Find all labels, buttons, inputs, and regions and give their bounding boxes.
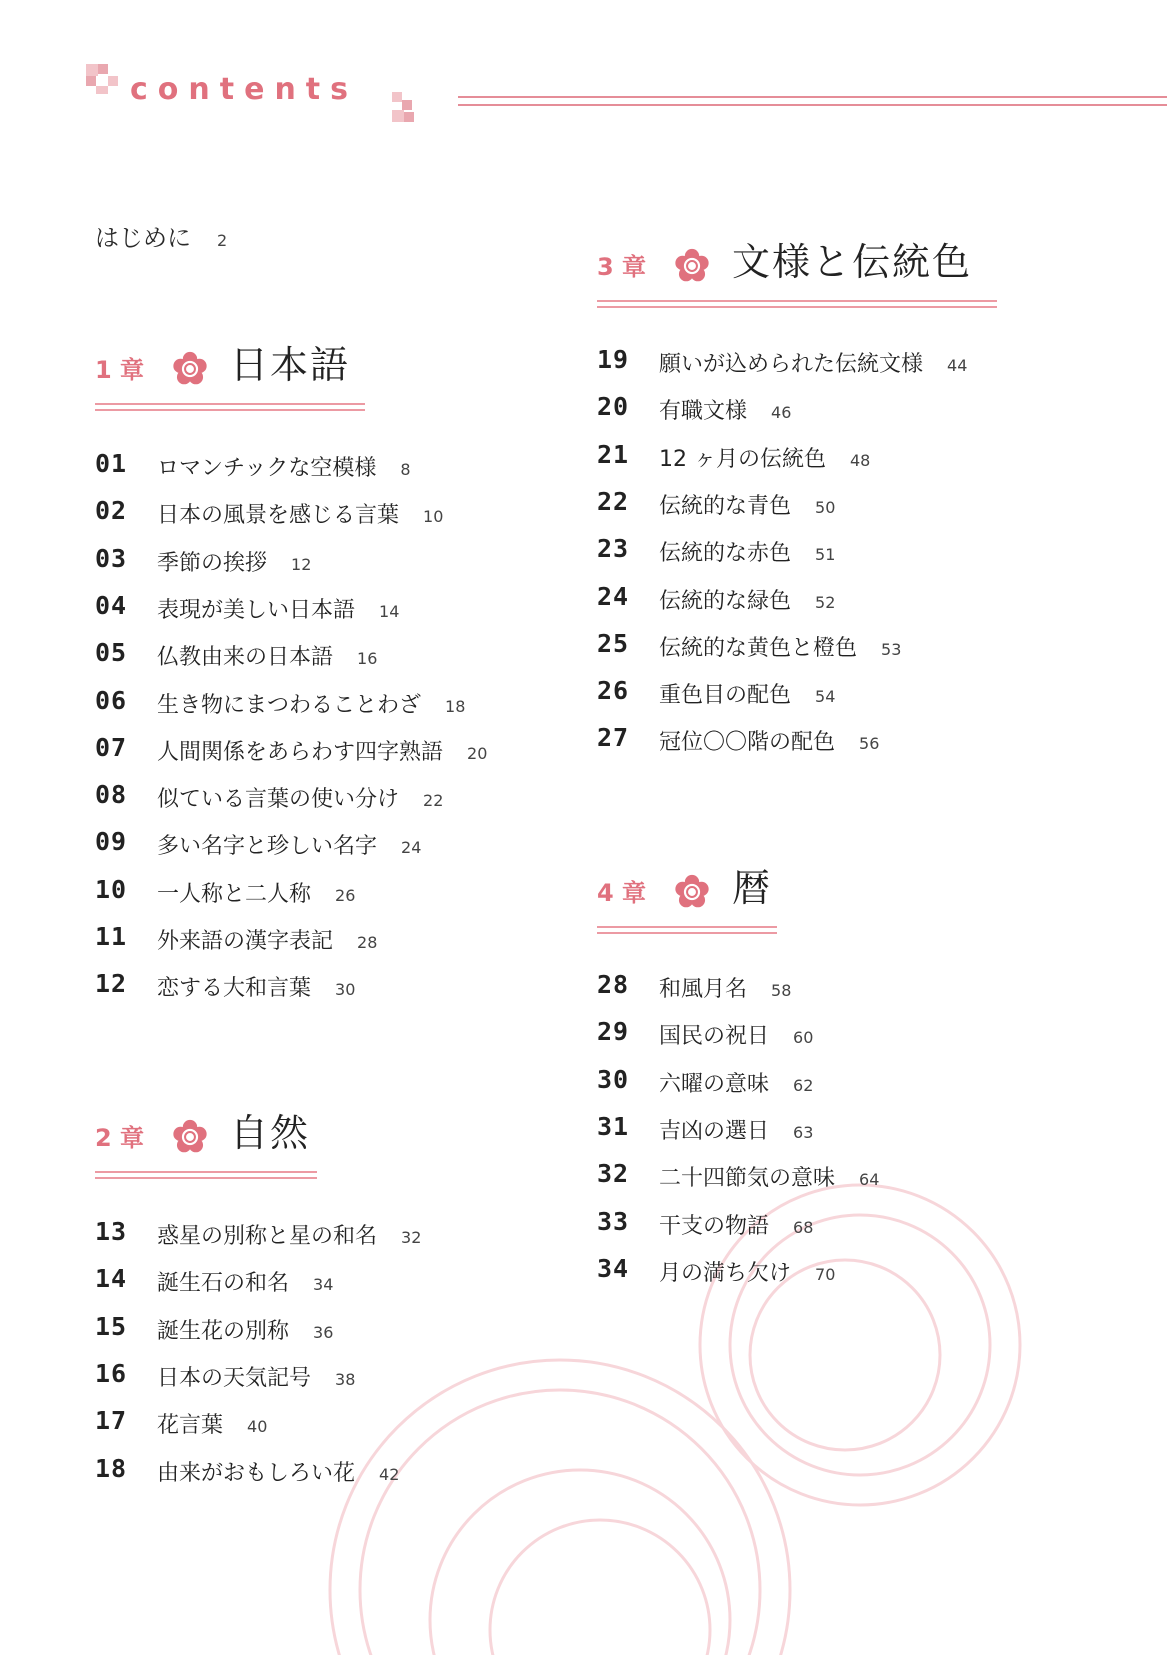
entry-title: 有職文様	[659, 399, 748, 425]
entry-page: 42	[379, 1464, 400, 1484]
entry-title-wrap	[157, 1219, 421, 1250]
entry-page: 24	[401, 838, 422, 858]
chapter-number: 3 章	[597, 253, 647, 281]
entry-title-wrap	[659, 1161, 879, 1192]
checker-square	[392, 110, 404, 122]
chapter-rule	[95, 1177, 317, 1179]
entry-number: 26	[597, 676, 630, 706]
chapter-rule	[597, 926, 777, 928]
entry-number: 27	[597, 723, 630, 753]
entry-title: 日本の天気記号	[157, 1365, 312, 1391]
chapter-2-heading	[95, 1113, 317, 1157]
entry-page: 56	[859, 734, 880, 754]
entry-number: 33	[597, 1206, 630, 1236]
entry-title: 和風月名	[659, 977, 748, 1002]
entry-number: 10	[95, 874, 128, 904]
entry-title-wrap	[659, 442, 870, 473]
entry-page: 26	[335, 885, 356, 905]
entry-number: 06	[95, 685, 128, 715]
checker-square	[392, 92, 402, 102]
chapter-number: 2 章	[95, 1124, 145, 1152]
entry-number: 01	[95, 449, 128, 478]
header-rule	[458, 104, 1167, 106]
entry-number: 21	[597, 439, 630, 469]
entry-number: 25	[597, 628, 630, 658]
entry-title-wrap	[157, 451, 411, 482]
entry-number: 22	[597, 486, 630, 516]
entry-page: 10	[423, 507, 444, 527]
entry-page: 63	[793, 1122, 814, 1142]
entry-number: 17	[95, 1406, 128, 1436]
entry-title: 恋する大和言葉	[157, 976, 312, 1002]
entry-page: 68	[793, 1217, 814, 1237]
entry-number: 14	[95, 1264, 128, 1294]
entry-title: 花言葉	[157, 1413, 224, 1439]
entry-title: 干支の物語	[659, 1213, 770, 1239]
chapter-title: 暦	[732, 866, 773, 910]
entry-title: 生き物にまつわることわざ	[157, 692, 422, 718]
entry-page: 36	[313, 1322, 334, 1342]
entry-number: 04	[95, 590, 128, 620]
entry-page: 16	[357, 649, 378, 669]
checker-square	[96, 86, 108, 94]
entry-page: 34	[313, 1275, 334, 1295]
checker-square	[402, 100, 412, 110]
chapter-rule	[95, 1171, 317, 1173]
entry-title-wrap	[659, 1019, 813, 1050]
entry-number: 12	[95, 969, 128, 999]
chapter-number: 4 章	[597, 879, 647, 907]
chapter-number: 1 章	[95, 356, 145, 384]
entry-title-wrap	[157, 735, 487, 766]
entry-title-wrap	[157, 782, 443, 813]
flower-icon	[674, 874, 710, 910]
entry-title: 伝統的な黄色と橙色	[659, 635, 858, 661]
entry-title: 表現が美しい日本語	[157, 597, 356, 623]
entry-title-wrap	[157, 1314, 333, 1345]
entry-title-wrap	[157, 1266, 333, 1297]
entry-title: 由来がおもしろい花	[157, 1460, 356, 1486]
entry-title: 吉凶の選日	[659, 1118, 770, 1144]
entry-title: 日本の風景を感じる言葉	[157, 503, 400, 529]
entry-title-wrap	[157, 546, 311, 577]
entry-number: 24	[597, 581, 630, 611]
entry-number: 31	[597, 1111, 630, 1141]
entry-title: 季節の挨拶	[157, 550, 268, 576]
entry-page: 38	[335, 1369, 356, 1389]
entry-title-wrap	[659, 1256, 835, 1287]
entry-page: 58	[771, 981, 792, 1000]
entry-page: 46	[771, 403, 792, 423]
entry-title-wrap	[157, 640, 377, 671]
entry-number: 13	[95, 1217, 128, 1246]
entry-page: 40	[247, 1417, 268, 1437]
entry-number: 19	[597, 345, 630, 374]
entry-number: 08	[95, 780, 128, 810]
entry-number: 09	[95, 827, 128, 857]
entry-title: 六曜の意味	[659, 1071, 770, 1097]
entry-title: 多い名字と珍しい名字	[157, 834, 378, 860]
entry-title: 重色目の配色	[659, 683, 792, 709]
checker-square	[404, 112, 414, 122]
contents-header	[0, 0, 1167, 140]
entry-number: 32	[597, 1159, 630, 1189]
chapter-1-heading	[95, 345, 365, 389]
chapter-title: 自然	[230, 1111, 311, 1155]
entry-title-wrap	[659, 536, 835, 567]
flower-icon	[172, 351, 208, 387]
entry-page: 18	[445, 696, 466, 716]
entry-page: 22	[423, 791, 444, 811]
intro-page: 2	[217, 231, 228, 250]
intro-label: はじめに	[95, 224, 191, 252]
entry-title-wrap	[157, 1361, 355, 1392]
entry-title: 12 ヶ月の伝統色	[659, 446, 826, 472]
chapter-title: 日本語	[230, 343, 351, 387]
entry-page: 60	[793, 1028, 814, 1048]
entry-number: 28	[597, 970, 630, 999]
entry-title-wrap	[659, 584, 835, 615]
entry-title-wrap	[659, 489, 835, 520]
entry-title-wrap	[157, 924, 377, 955]
chapter-rule	[597, 300, 997, 302]
entry-title-wrap	[659, 1209, 813, 1240]
entry-title: 惑星の別称と星の和名	[157, 1224, 378, 1249]
entry-number: 23	[597, 534, 630, 564]
checker-square	[98, 64, 108, 74]
entry-title: 願いが込められた伝統文様	[659, 352, 924, 377]
entry-title-wrap	[157, 688, 465, 719]
entry-number: 02	[95, 496, 128, 526]
entry-number: 03	[95, 543, 128, 573]
entry-page: 28	[357, 933, 378, 952]
entry-page: 14	[379, 601, 400, 621]
entry-title-wrap	[157, 1408, 267, 1439]
entry-number: 30	[597, 1064, 630, 1094]
entry-title-wrap	[157, 498, 443, 529]
checker-square	[86, 76, 96, 86]
entry-number: 18	[95, 1453, 128, 1483]
entry-title-wrap	[659, 725, 879, 756]
entry-title: ロマンチックな空模様	[157, 456, 377, 481]
entry-title: 誕生石の和名	[157, 1271, 290, 1297]
contents-title: contents	[130, 72, 358, 107]
entry-page: 48	[850, 450, 871, 470]
chapter-rule	[95, 409, 365, 411]
chapter-rule	[95, 403, 365, 405]
entry-page: 70	[815, 1264, 836, 1284]
checker-square	[108, 76, 118, 86]
entry-page: 62	[793, 1075, 814, 1095]
entry-number: 11	[95, 922, 128, 951]
checker-square	[86, 64, 98, 76]
entry-title: 誕生花の別称	[157, 1318, 290, 1344]
entry-number: 34	[597, 1253, 630, 1283]
entry-number: 16	[95, 1358, 128, 1388]
entry-title-wrap	[659, 972, 791, 1003]
entry-title-wrap	[157, 829, 421, 860]
entry-page: 54	[815, 687, 836, 707]
entry-title: 伝統的な青色	[659, 493, 792, 519]
chapter-title: 文様と伝統色	[732, 240, 973, 284]
entry-page: 20	[467, 743, 488, 763]
entry-title-wrap	[659, 1067, 813, 1098]
entry-number: 20	[597, 392, 630, 422]
chapter-3-heading	[597, 242, 997, 286]
entry-title: 二十四節気の意味	[659, 1166, 836, 1192]
entry-title: 伝統的な緑色	[659, 588, 792, 614]
entry-page: 32	[401, 1228, 422, 1247]
entry-title: 冠位〇〇階の配色	[659, 730, 836, 756]
entry-page: 51	[815, 545, 836, 565]
entry-number: 05	[95, 638, 128, 668]
entry-page: 8	[400, 460, 411, 479]
entry-title-wrap	[659, 678, 835, 709]
entry-title-wrap	[157, 877, 355, 908]
entry-title: 一人称と二人称	[157, 881, 312, 907]
entry-number: 29	[597, 1017, 630, 1047]
flower-icon	[172, 1119, 208, 1155]
entry-page: 44	[947, 356, 968, 375]
entry-title-wrap	[659, 1114, 813, 1145]
entry-title: 伝統的な赤色	[659, 541, 792, 567]
entry-page: 12	[291, 554, 312, 574]
entry-title: 国民の祝日	[659, 1024, 770, 1050]
header-rule	[458, 96, 1167, 98]
entry-title: 月の満ち欠け	[659, 1260, 792, 1286]
chapter-rule	[597, 306, 997, 308]
entry-number: 15	[95, 1311, 128, 1341]
chapter-4-heading	[597, 868, 777, 912]
flower-icon	[674, 248, 710, 284]
entry-page: 30	[335, 980, 356, 1000]
entry-page: 52	[815, 592, 836, 612]
entry-title: 人間関係をあらわす四字熟語	[157, 739, 444, 765]
entry-title: 似ている言葉の使い分け	[157, 787, 400, 813]
intro-entry[interactable]	[95, 218, 227, 253]
chapter-rule	[597, 932, 777, 934]
entry-title-wrap	[659, 347, 967, 378]
entry-title-wrap	[157, 1456, 399, 1487]
entry-title-wrap	[157, 593, 399, 624]
entry-title: 外来語の漢字表記	[157, 929, 334, 954]
entry-title-wrap	[157, 971, 355, 1002]
entry-title: 仏教由来の日本語	[157, 645, 334, 671]
entry-number: 07	[95, 732, 128, 762]
entry-page: 50	[815, 497, 836, 517]
entry-page: 53	[881, 639, 902, 659]
entry-title-wrap	[659, 631, 901, 662]
entry-title-wrap	[659, 394, 791, 425]
entry-page: 64	[859, 1170, 880, 1190]
